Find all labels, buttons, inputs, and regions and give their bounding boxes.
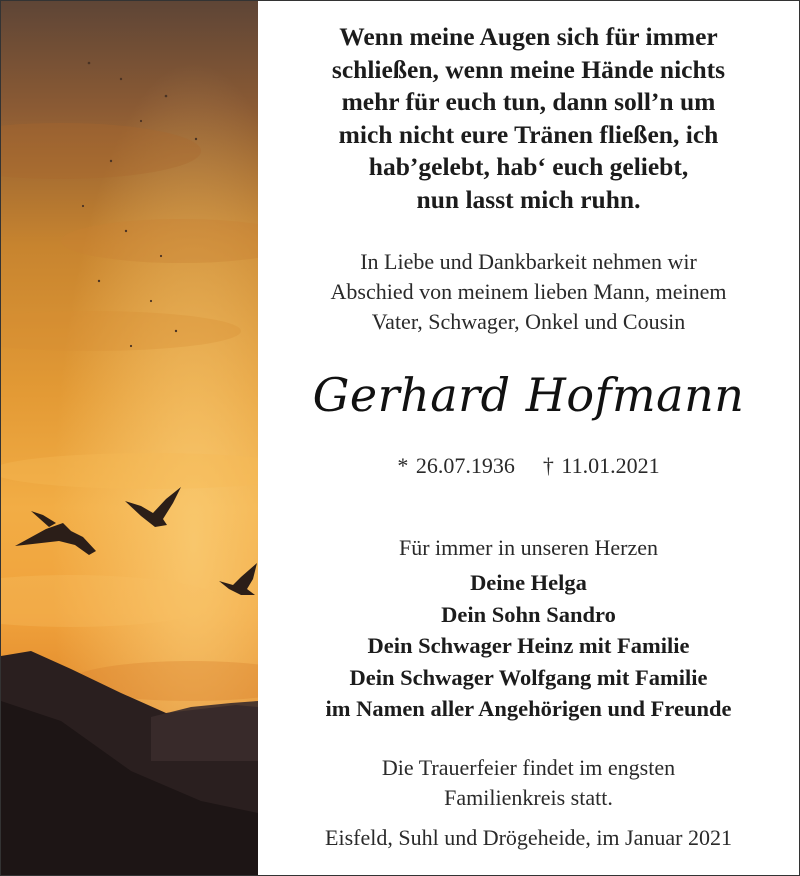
mourner-name: Dein Schwager Wolfgang mit Familie: [349, 664, 708, 690]
sunset-illustration: [1, 1, 258, 875]
birth-date: * 26.07.1936: [397, 453, 515, 478]
notice-text: [258, 1, 799, 875]
intro-line: Abschied von meinem lieben Mann, meinem: [330, 279, 727, 304]
mourner-name: Dein Sohn Sandro: [441, 601, 616, 627]
poem-line: mehr für euch tun, dann soll’n um: [341, 87, 716, 116]
mourner-name: im Namen aller Angehörigen und Freunde: [325, 696, 732, 721]
farewell-intro: [258, 247, 799, 337]
mourner-name: Deine Helga: [470, 570, 587, 595]
poem-line: Wenn meine Augen sich für immer: [339, 22, 718, 51]
place-and-date: Eisfeld, Suhl und Drögeheide, im Januar 2021: [325, 825, 732, 850]
deceased-name: Gerhard Hofmann: [312, 368, 745, 422]
life-dates: [258, 451, 799, 481]
funeral-note: [258, 753, 799, 813]
poem-line: mich nicht eure Tränen fließen, ich: [338, 119, 719, 149]
mourners-list: [258, 567, 799, 725]
intro-line: Vater, Schwager, Onkel und Cousin: [371, 309, 686, 334]
sunset-geese-photo: [1, 1, 258, 875]
intro-line: In Liebe und Dankbarkeit nehmen wir: [360, 249, 697, 274]
funeral-line: Die Trauerfeier findet im engsten: [381, 755, 676, 780]
poem-line: schließen, wenn meine Hände nichts: [331, 54, 726, 84]
poem-line: nun lasst mich ruhn.: [416, 184, 641, 214]
funeral-line: Familienkreis statt.: [444, 785, 613, 810]
memorial-poem: [258, 21, 799, 216]
death-date: † 11.01.2021: [542, 453, 660, 478]
poem-line: hab’gelebt, hab‘ euch geliebt,: [368, 152, 689, 181]
mourners-heading: Für immer in unseren Herzen: [398, 535, 659, 560]
mourner-name: Dein Schwager Heinz mit Familie: [367, 633, 690, 658]
